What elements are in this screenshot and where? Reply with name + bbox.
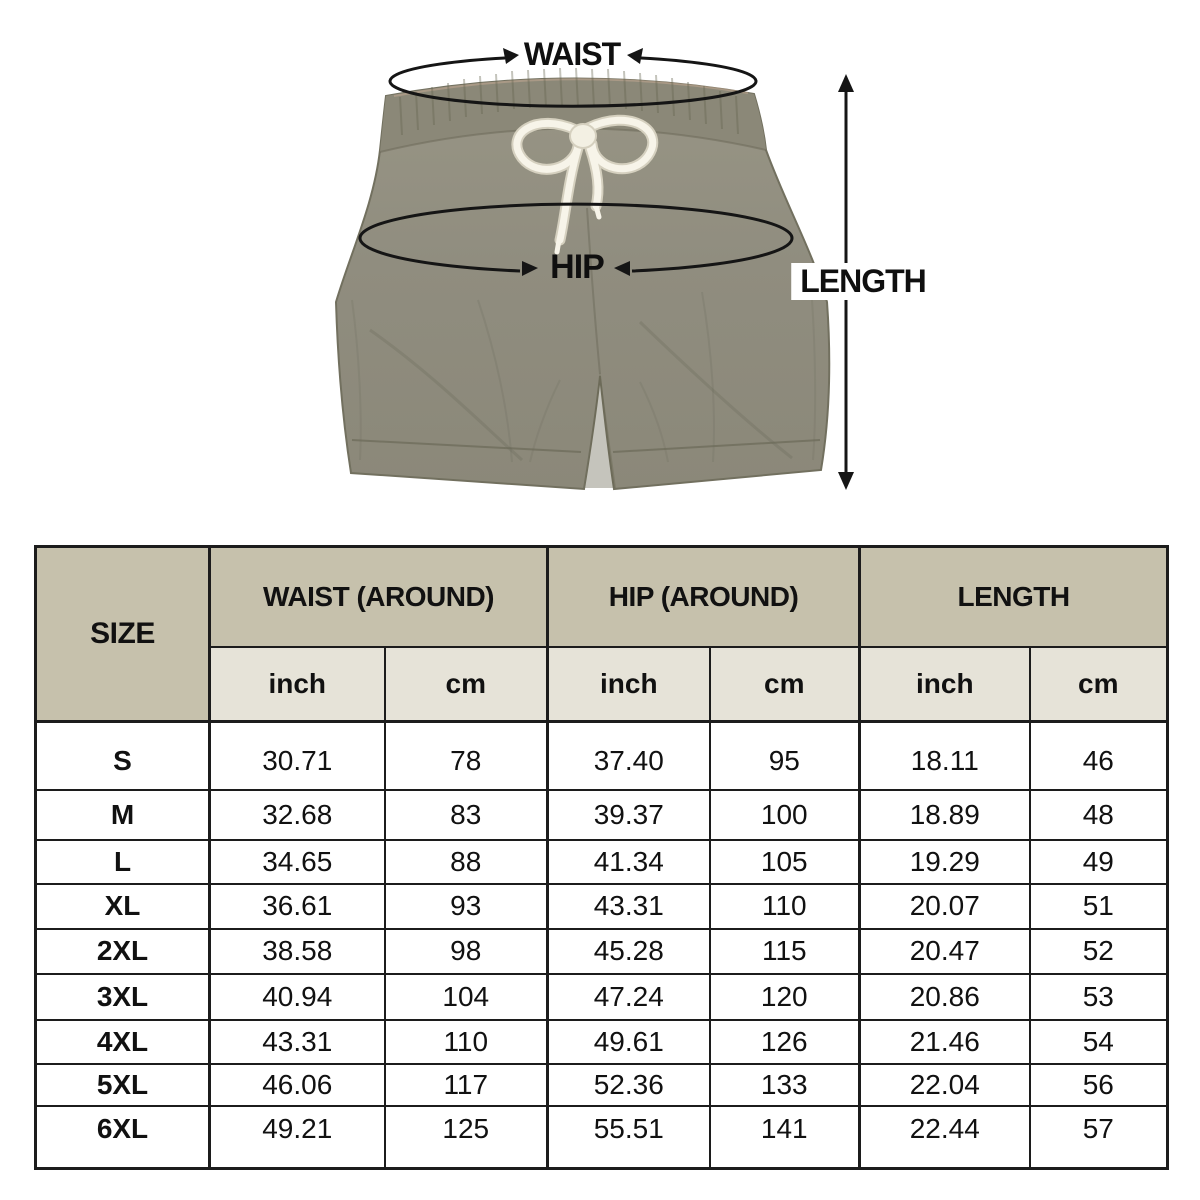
value-cell: 55.51 (548, 1106, 710, 1169)
waist-arrow-left-icon (503, 48, 519, 64)
unit-header: inch (860, 647, 1030, 722)
value-cell: 115 (710, 929, 860, 974)
value-cell: 110 (710, 884, 860, 929)
value-cell: 117 (385, 1064, 548, 1106)
value-cell: 88 (385, 840, 548, 884)
length-arrow-down-icon (838, 472, 854, 490)
size-cell: 4XL (36, 1020, 210, 1064)
value-cell: 78 (385, 722, 548, 790)
unit-header: inch (210, 647, 385, 722)
value-cell: 34.65 (210, 840, 385, 884)
value-cell: 83 (385, 790, 548, 840)
value-cell: 37.40 (548, 722, 710, 790)
table-row (36, 929, 1168, 974)
value-cell: 110 (385, 1020, 548, 1064)
value-cell: 52.36 (548, 1064, 710, 1106)
value-cell: 126 (710, 1020, 860, 1064)
value-cell: 21.46 (860, 1020, 1030, 1064)
value-cell: 19.29 (860, 840, 1030, 884)
value-cell: 20.86 (860, 974, 1030, 1020)
value-cell: 56 (1030, 1064, 1168, 1106)
value-cell: 18.11 (860, 722, 1030, 790)
waist-group-header: WAIST (AROUND) (210, 547, 548, 648)
size-cell: 2XL (36, 929, 210, 974)
value-cell: 18.89 (860, 790, 1030, 840)
value-cell: 98 (385, 929, 548, 974)
size-cell: 6XL (36, 1106, 210, 1169)
value-cell: 22.44 (860, 1106, 1030, 1169)
table-row (36, 1064, 1168, 1106)
length-arrow-up-icon (838, 74, 854, 92)
size-cell: 3XL (36, 974, 210, 1020)
table-row (36, 1020, 1168, 1064)
size-cell: M (36, 790, 210, 840)
unit-header: cm (710, 647, 860, 722)
value-cell: 48 (1030, 790, 1168, 840)
value-cell: 20.47 (860, 929, 1030, 974)
value-cell: 95 (710, 722, 860, 790)
value-cell: 49.21 (210, 1106, 385, 1169)
value-cell: 40.94 (210, 974, 385, 1020)
table-row (36, 1106, 1168, 1169)
length-group-header: LENGTH (860, 547, 1168, 648)
value-cell: 20.07 (860, 884, 1030, 929)
unit-header: cm (385, 647, 548, 722)
group-header-row (36, 547, 1168, 648)
size-cell: L (36, 840, 210, 884)
value-cell: 39.37 (548, 790, 710, 840)
value-cell: 47.24 (548, 974, 710, 1020)
value-cell: 22.04 (860, 1064, 1030, 1106)
length-label: LENGTH (791, 263, 935, 300)
value-cell: 49.61 (548, 1020, 710, 1064)
value-cell: 46.06 (210, 1064, 385, 1106)
value-cell: 32.68 (210, 790, 385, 840)
size-cell: S (36, 722, 210, 790)
value-cell: 45.28 (548, 929, 710, 974)
value-cell: 133 (710, 1064, 860, 1106)
shorts-measurement-diagram (0, 0, 1200, 540)
value-cell: 100 (710, 790, 860, 840)
unit-header: inch (548, 647, 710, 722)
hip-group-header: HIP (AROUND) (548, 547, 860, 648)
size-table (34, 545, 1169, 1170)
size-column-header: SIZE (36, 547, 210, 722)
waist-label: WAIST (523, 36, 621, 72)
value-cell: 93 (385, 884, 548, 929)
size-cell: XL (36, 884, 210, 929)
value-cell: 105 (710, 840, 860, 884)
value-cell: 53 (1030, 974, 1168, 1020)
table-row (36, 884, 1168, 929)
value-cell: 43.31 (210, 1020, 385, 1064)
value-cell: 36.61 (210, 884, 385, 929)
value-cell: 54 (1030, 1020, 1168, 1064)
table-row (36, 722, 1168, 790)
value-cell: 104 (385, 974, 548, 1020)
size-cell: 5XL (36, 1064, 210, 1106)
value-cell: 52 (1030, 929, 1168, 974)
value-cell: 51 (1030, 884, 1168, 929)
value-cell: 38.58 (210, 929, 385, 974)
table-row (36, 974, 1168, 1020)
value-cell: 46 (1030, 722, 1168, 790)
value-cell: 57 (1030, 1106, 1168, 1169)
table-row (36, 840, 1168, 884)
value-cell: 43.31 (548, 884, 710, 929)
waist-arrow-right-icon (627, 48, 643, 64)
value-cell: 141 (710, 1106, 860, 1169)
value-cell: 30.71 (210, 722, 385, 790)
unit-header: cm (1030, 647, 1168, 722)
value-cell: 125 (385, 1106, 548, 1169)
hip-label: HIP (550, 248, 604, 286)
value-cell: 120 (710, 974, 860, 1020)
value-cell: 41.34 (548, 840, 710, 884)
table-row (36, 790, 1168, 840)
value-cell: 49 (1030, 840, 1168, 884)
